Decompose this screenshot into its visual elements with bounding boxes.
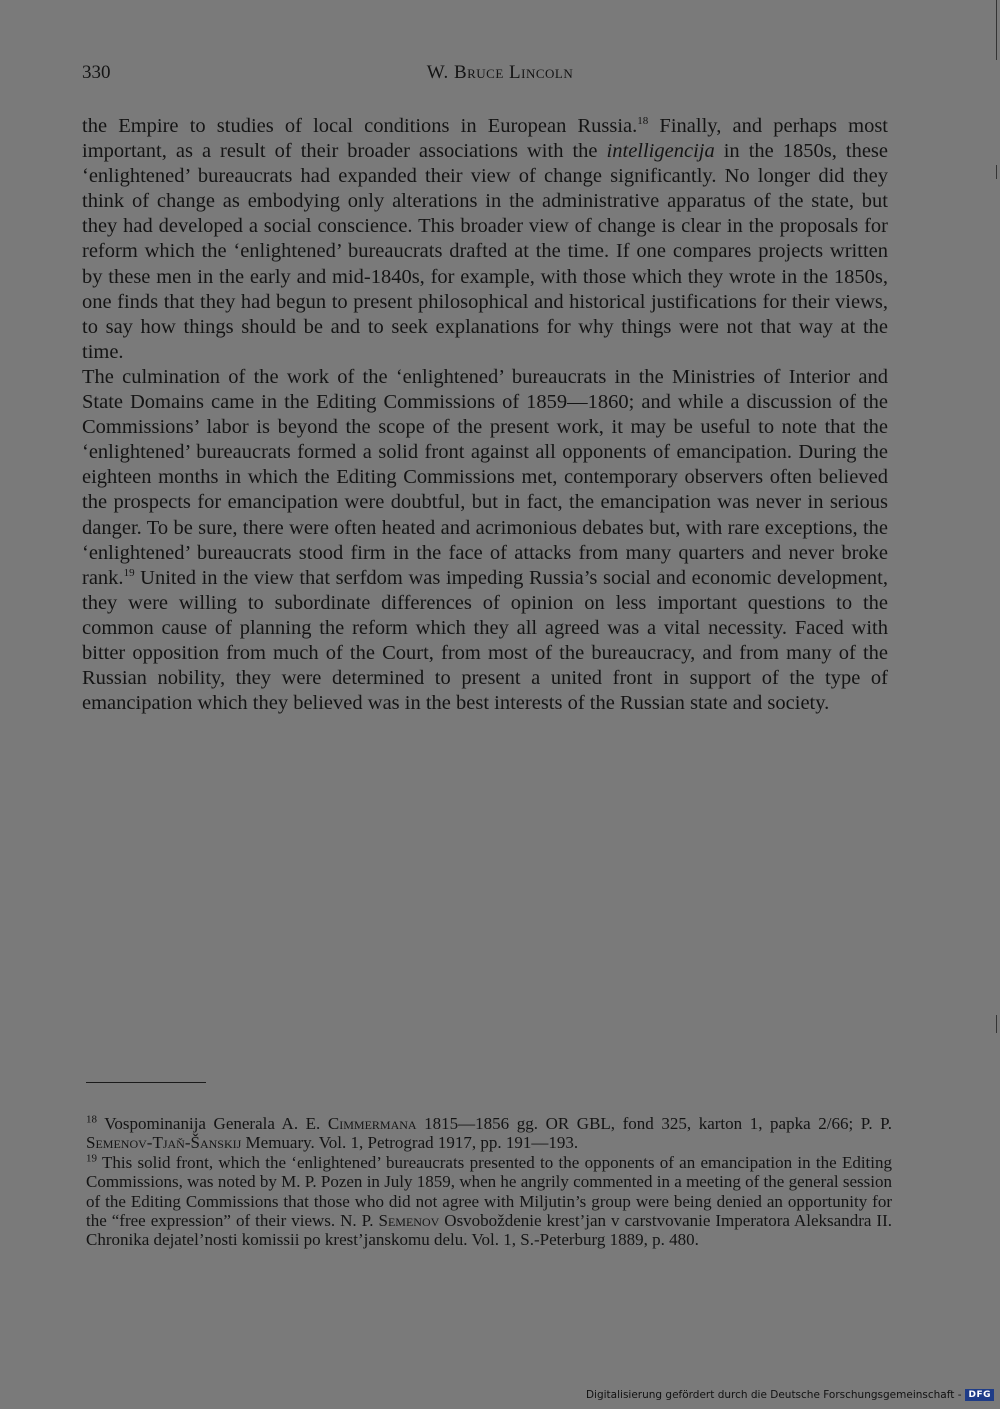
scan-edge-mark — [996, 1015, 997, 1033]
text-span: The culmination of the work of the ‘enlightened’ bureaucrats in the Ministries of Interior and State Domains came in the Editing Commissions of 1859—1860; and while a discussion of the Commissions’ labor is beyond the scope of the present work, it may be useful to note that the ‘enlightened’ bureaucrats formed a solid front against all opponents of emancipation. During the eighteen months in which the Editing Commissions met, contemporary observers often believed the prospects for emancipation were doubtful, but in fact, the emancipation was never in serious danger. To be sure, there were often heated and acrimonious debates but, with rare exceptions, the ‘enlightened’ bureaucrats stood firm in the face of attacks from many quarters and never broke rank. — [82, 365, 888, 589]
text-span: This solid front, which the ‘enlightened’ bureaucrats presented to the opponents of an emancipation in the Editing Commissions, was noted by M. P. Pozen in July 1859, when he angrily commented in a meeting of the general session of the Editing Commissions that those who did not agree with Miljutin’s group were being denied an opportunity for the “free expression” of their views. N. P. — [86, 1152, 892, 1231]
text-span: in the 1850s, these ‘enlightened’ bureaucrats had expanded their view of change significantly. No longer did they think of change as embodying only alterations in the administrative apparatus of the state, but they had developed a social conscience. This broader view of change is clear in the proposals for reform which the ‘enlightened’ bureaucrats drafted at the time. If one compares projects written by these men in the early and mid-1840s, for example, with those which they wrote in the 1850s, one finds that they had begun to present philosophical and historical justifications for their views, to say how things should be and to seek explanations for why things were not that way at the time. — [82, 140, 889, 363]
body-text — [82, 114, 888, 716]
text-span: Memuary. Vol. 1, Petrograd 1917, pp. 191—193. — [241, 1133, 579, 1153]
paragraph-2 — [82, 365, 888, 716]
author-name: W. Bruce Lincoln — [426, 62, 574, 83]
scan-edge-mark — [996, 165, 997, 179]
running-head — [0, 62, 1000, 84]
author-surname: Semenov-Tjaň-Šanskij — [86, 1133, 242, 1153]
footnote-19 — [86, 1153, 892, 1250]
text-span: Finally, and perhaps most important, as a result of their broader associations with the — [82, 115, 888, 163]
text-span: United in the view that serfdom was impeding Russia’s social and economic development, they were willing to subordinate differences of opinion on less important questions to the common cause of planning the reform which they all agreed was a vital necessity. Faced with bitter opposition from much of the Court, from most of the bureaucracy, and from many of the Russian nobility, they were determined to present a united front in support of the type of emancipation which they believed was in the best interests of the Russian state and society. — [82, 566, 888, 715]
digitization-credit — [586, 1389, 994, 1401]
footnote-number: 19 — [86, 1152, 97, 1165]
text-span: Vospominanija Generala A. E. — [97, 1114, 328, 1133]
text-span: 1815—1856 gg. OR GBL, fond 325, karton 1, papka 2/66; P. P. — [416, 1114, 892, 1133]
scan-edge-mark — [996, 0, 997, 60]
credit-text: Digitalisierung gefördert durch die Deutsche Forschungsgemeinschaft - — [585, 1389, 962, 1401]
author-surname: Semenov — [378, 1211, 440, 1231]
text-span: the Empire to studies of local conditions in European Russia. — [82, 115, 638, 137]
footnote-ref-19[interactable]: 19 — [123, 566, 135, 579]
author-surname: Cimmermana — [327, 1114, 417, 1133]
footnote-number: 18 — [86, 1113, 97, 1126]
footnote-divider — [86, 1082, 206, 1083]
dfg-logo: DFG — [965, 1389, 994, 1401]
footnote-18 — [86, 1114, 892, 1153]
paragraph-1 — [82, 114, 888, 365]
footnotes — [86, 1114, 892, 1250]
footnote-ref-18[interactable]: 18 — [637, 115, 649, 128]
text-span: Osvoboždenie krest’jan v carstvovanie Imperatora Aleksandra II. Chronika dejatel’nosti komissii po krest’janskomu delu. Vol. 1, S.-Peterburg 1889, p. 480. — [86, 1211, 892, 1250]
italic-term: intelligencija — [606, 140, 715, 163]
page-number: 330 — [82, 62, 111, 83]
